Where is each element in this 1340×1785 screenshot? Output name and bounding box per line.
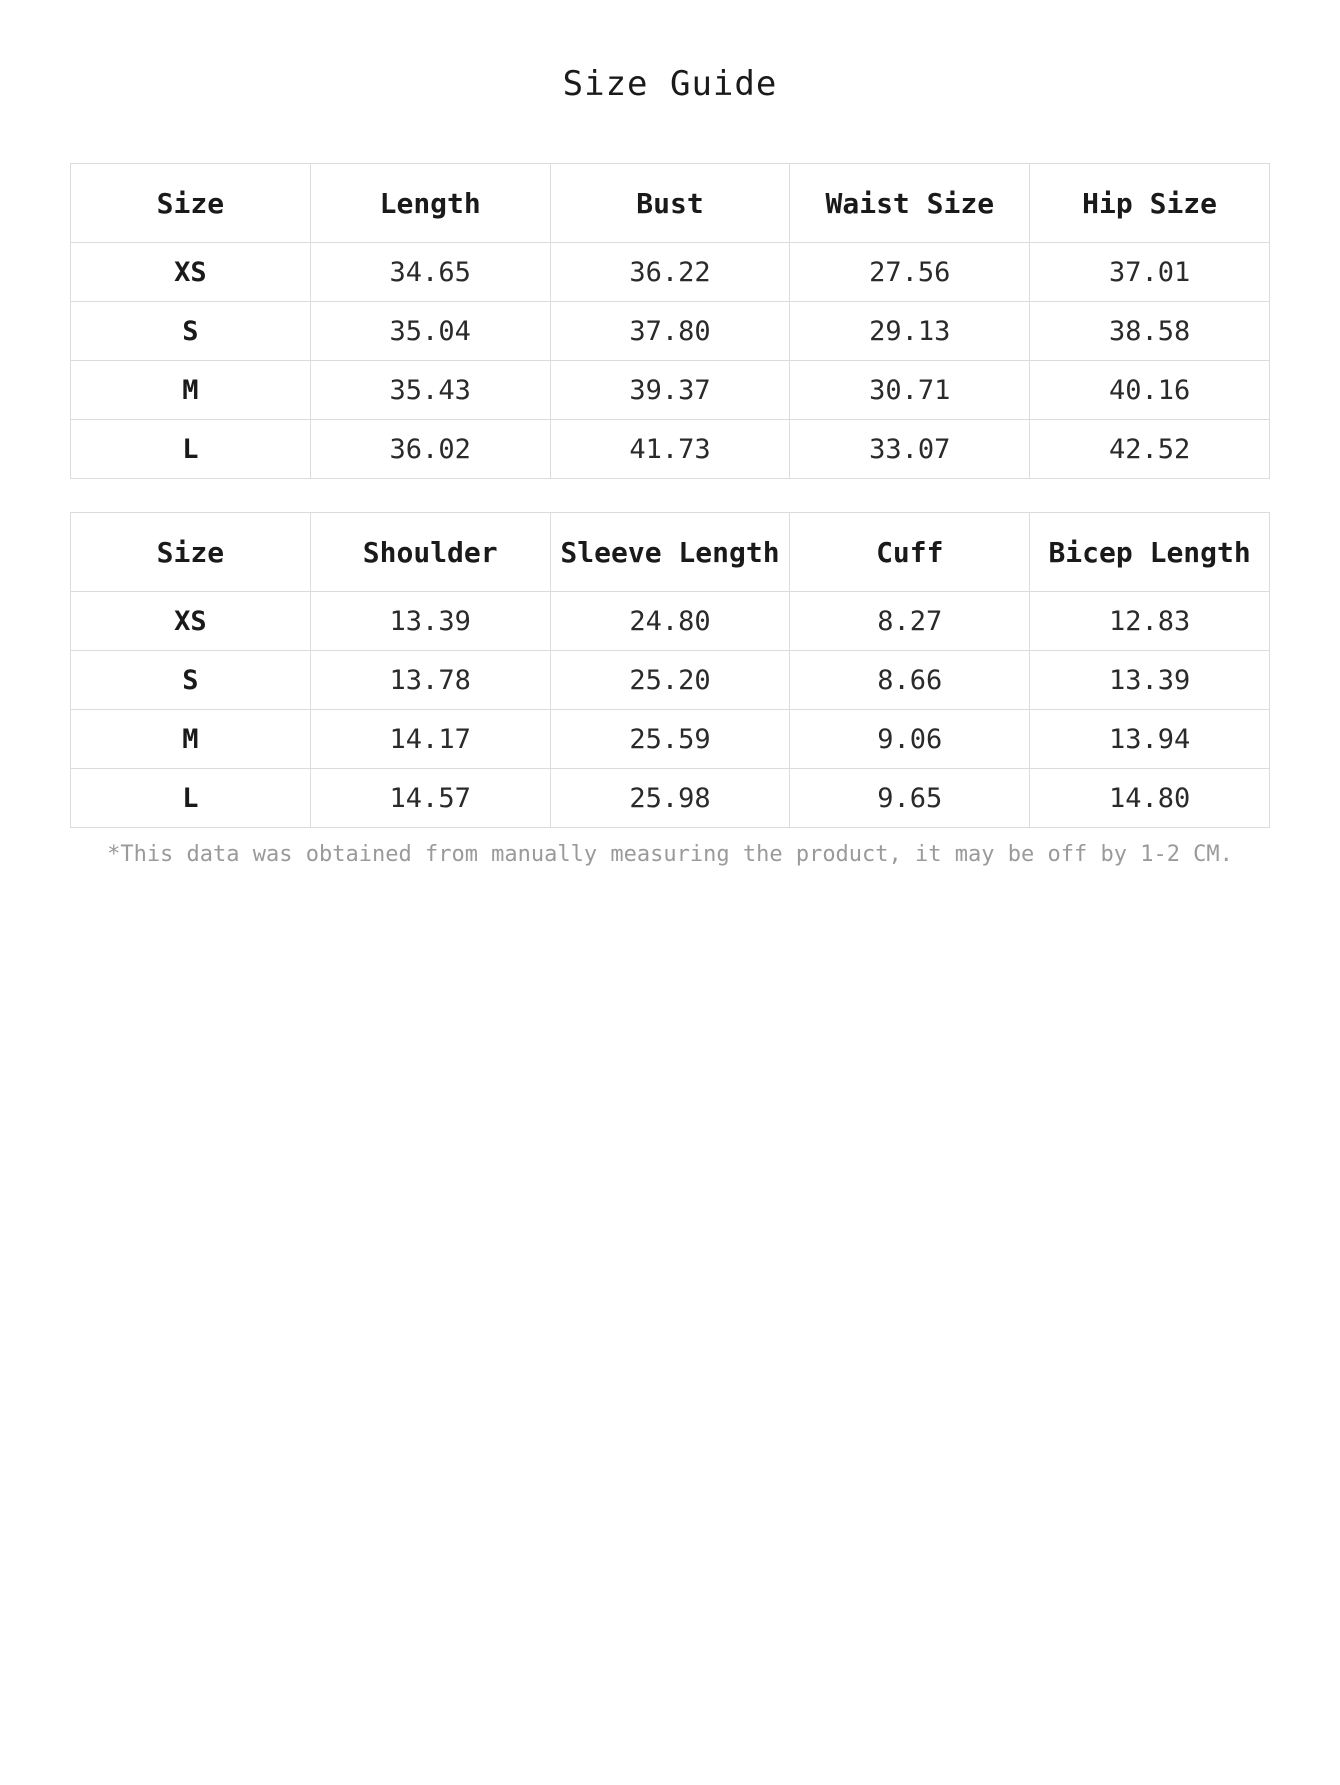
size-cell: M [71, 361, 311, 420]
size-cell: XS [71, 592, 311, 651]
table-cell: 13.94 [1030, 710, 1270, 769]
table-cell: 35.43 [310, 361, 550, 420]
table-cell: 9.06 [790, 710, 1030, 769]
table-cell: 8.66 [790, 651, 1030, 710]
size-cell: L [71, 420, 311, 479]
column-header: Cuff [790, 513, 1030, 592]
table-cell: 27.56 [790, 243, 1030, 302]
table-header-row [71, 164, 1270, 243]
table-cell: 33.07 [790, 420, 1030, 479]
table-cell: 9.65 [790, 769, 1030, 828]
table-header-row [71, 513, 1270, 592]
size-cell: S [71, 651, 311, 710]
size-cell: L [71, 769, 311, 828]
size-cell: XS [71, 243, 311, 302]
table-cell: 35.04 [310, 302, 550, 361]
column-header: Length [310, 164, 550, 243]
table-cell: 34.65 [310, 243, 550, 302]
table-cell: 13.39 [1030, 651, 1270, 710]
column-header: Waist Size [790, 164, 1030, 243]
column-header: Size [71, 164, 311, 243]
table-cell: 13.78 [310, 651, 550, 710]
column-header: Shoulder [310, 513, 550, 592]
table-cell: 14.80 [1030, 769, 1270, 828]
table-cell: 14.17 [310, 710, 550, 769]
table-row [71, 420, 1270, 479]
table-cell: 39.37 [550, 361, 790, 420]
table-row [71, 302, 1270, 361]
table-cell: 38.58 [1030, 302, 1270, 361]
column-header: Bust [550, 164, 790, 243]
table-cell: 14.57 [310, 769, 550, 828]
table-cell: 37.80 [550, 302, 790, 361]
table-cell: 25.20 [550, 651, 790, 710]
table-row [71, 592, 1270, 651]
table-cell: 37.01 [1030, 243, 1270, 302]
table-cell: 29.13 [790, 302, 1030, 361]
table-cell: 42.52 [1030, 420, 1270, 479]
column-header: Bicep Length [1030, 513, 1270, 592]
column-header: Size [71, 513, 311, 592]
size-table-body-measurements [70, 163, 1270, 479]
table-row [71, 243, 1270, 302]
table-row [71, 710, 1270, 769]
size-cell: M [71, 710, 311, 769]
page-title: Size Guide [562, 64, 778, 104]
measurement-disclaimer: *This data was obtained from manually measuring the product, it may be off by 1-2 CM. [107, 842, 1233, 867]
table-row [71, 361, 1270, 420]
table-cell: 36.22 [550, 243, 790, 302]
size-table-arm-measurements [70, 512, 1270, 828]
table-cell: 8.27 [790, 592, 1030, 651]
table-cell: 25.98 [550, 769, 790, 828]
table-cell: 41.73 [550, 420, 790, 479]
table-cell: 25.59 [550, 710, 790, 769]
table-cell: 13.39 [310, 592, 550, 651]
column-header: Sleeve Length [550, 513, 790, 592]
size-cell: S [71, 302, 311, 361]
table-cell: 12.83 [1030, 592, 1270, 651]
table-cell: 30.71 [790, 361, 1030, 420]
table-row [71, 769, 1270, 828]
table-cell: 24.80 [550, 592, 790, 651]
table-cell: 36.02 [310, 420, 550, 479]
table-row [71, 651, 1270, 710]
table-cell: 40.16 [1030, 361, 1270, 420]
column-header: Hip Size [1030, 164, 1270, 243]
